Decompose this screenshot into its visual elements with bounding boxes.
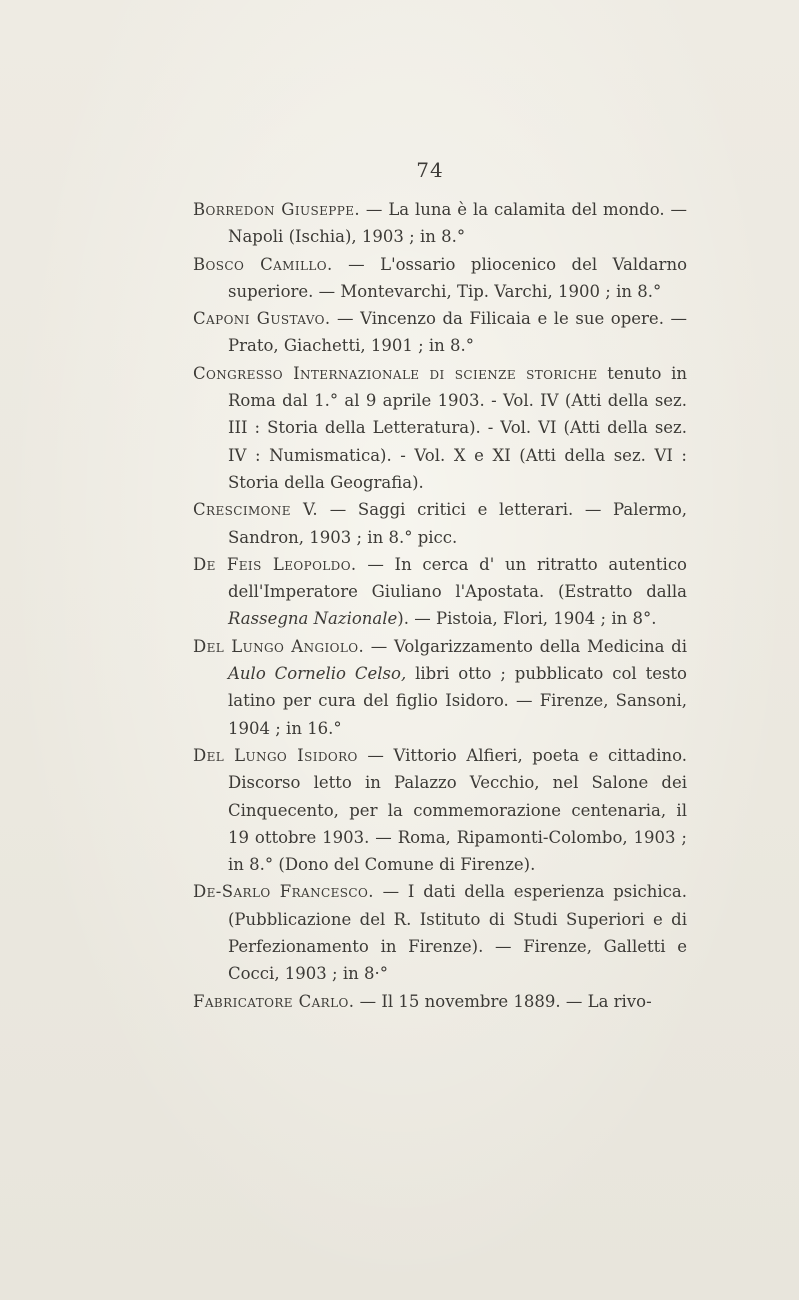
entry-text: — I dati della esperienza psichica. (Pubblicazione del R. Istituto di Studi Superiori e di Perfezionamento in Firenze). — Firenze, Galletti e Cocci, 1903 ; in 8·°	[228, 882, 688, 984]
list-item	[193, 251, 687, 306]
list-item	[193, 196, 687, 251]
entry-author: Bosco Camillo.	[193, 254, 333, 274]
list-item	[193, 360, 687, 496]
list-item	[193, 496, 687, 551]
entry-author: Borredon Giuseppe.	[193, 200, 361, 219]
entry-text: — La luna è la calamita del mondo. — Napoli (Ischia), 1903 ; in 8.°	[228, 200, 687, 247]
entry-author: De Feis Leopoldo.	[193, 554, 357, 574]
entry-author: Caponi Gustavo.	[193, 309, 331, 329]
entry-text: — Vittorio Alfieri, poeta e cittadino. Discorso letto in Palazzo Vecchio, nel Salone dei Cinquecento, per la commemorazione centenaria, il 19 ottobre 1903. — Roma, Ripamonti-Colombo, 1903 ; in 8.° (Dono del Comune di Firenze).	[228, 745, 687, 875]
bibliography-list	[193, 196, 687, 1015]
entry-author: Crescimone V.	[193, 500, 319, 520]
entry-text-after: ). — Pistoia, Flori, 1904 ; in 8°.	[397, 609, 657, 629]
list-item	[193, 633, 687, 742]
entry-text: — L'ossario pliocenico del Valdarno superiore. — Montevarchi, Tip. Varchi, 1900 ; in 8.°	[228, 254, 688, 301]
entry-author: Del Lungo Angiolo.	[193, 636, 365, 656]
entry-italic-title: Aulo Cornelio Celso,	[228, 664, 407, 684]
entry-text: — Saggi critici e letterari. — Palermo, Sandron, 1903 ; in 8.° picc.	[228, 500, 687, 547]
entry-text: — In cerca d' un ritratto autentico dell'Imperatore Giuliano l'Apostata. (Estratto dalla	[228, 554, 687, 602]
entry-text-after: libri otto ; pubblicato col testo latino per cura del figlio Isidoro. — Firenze, Sansoni, 1904 ; in 16.°	[228, 664, 687, 738]
entry-text: — Il 15 novembre 1889. — La rivo-	[354, 991, 652, 1011]
list-item	[193, 878, 687, 987]
entry-author: Congresso Internazionale di scienze storiche	[193, 363, 598, 383]
list-item	[193, 988, 687, 1015]
list-item	[193, 742, 687, 878]
entry-italic-title: Rassegna Nazionale	[228, 609, 398, 629]
entry-text: — Volgarizzamento della Medicina di	[364, 636, 687, 656]
list-item	[193, 551, 687, 633]
list-item	[193, 305, 687, 360]
entry-text: tenuto in Roma dal 1.° al 9 aprile 1903. - Vol. IV (Atti della sez. III : Storia della Letteratura). - Vol. VI (Atti della sez. IV : Numismatica). - Vol. X e XI (Atti della sez. VI : Storia della Geografia).	[228, 363, 688, 492]
entry-author: De-Sarlo Francesco.	[193, 882, 374, 902]
entry-author: Del Lungo Isidoro	[193, 745, 358, 765]
entry-author: Fabricatore Carlo.	[193, 991, 355, 1011]
entry-text: — Vincenzo da Filicaia e le sue opere. — Prato, Giachetti, 1901 ; in 8.°	[228, 309, 687, 356]
page-number: 74	[416, 158, 444, 182]
